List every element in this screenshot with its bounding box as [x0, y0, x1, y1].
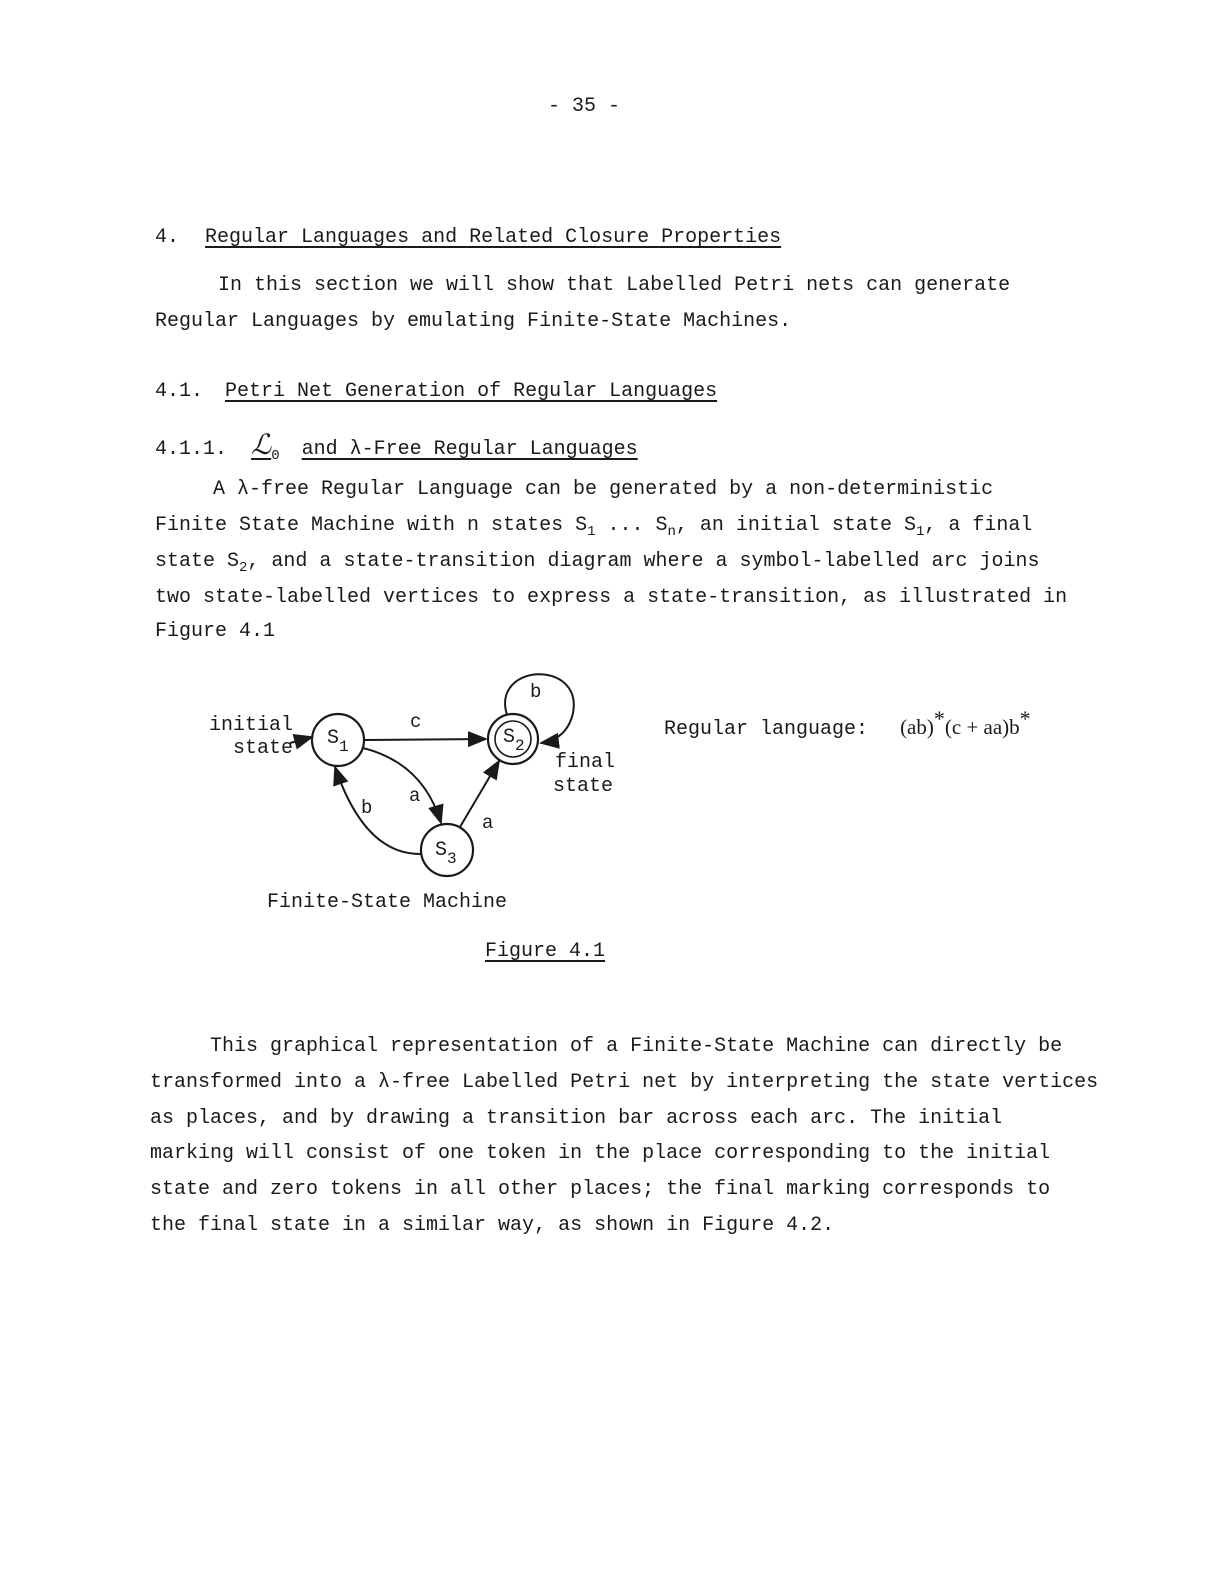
arc-s1-s2-label: c	[410, 711, 422, 733]
regular-language-expression: (ab)*(c + aa)b*	[900, 706, 1031, 739]
arc-s1-s3-label: a	[409, 785, 421, 807]
figure-label: Figure 4.1	[485, 940, 606, 963]
regular-language-label: Regular language:	[664, 718, 869, 741]
intro-line-1: In this section we will show that Labelled Petri nets can generate	[218, 274, 1011, 297]
arc-s1-s3	[363, 748, 441, 823]
para2-line-5: state and zero tokens in all other places; the final marking corresponds to	[150, 1178, 1051, 1201]
para1-line-2: Finite State Machine with n states $S_1$ ... $S_n$, an initial state $S_1$, a final	[155, 514, 1033, 540]
para1-line-4: two state-labelled vertices to express a state-transition, as illustrated in	[155, 586, 1068, 609]
script-l-symbol: ℒ	[251, 430, 272, 461]
para1-line-1: A λ-free Regular Language can be generated by a non-deterministic	[213, 478, 994, 501]
para2-line-6: the final state in a similar way, as shown in Figure 4.2.	[150, 1214, 835, 1237]
initial-label-1: initial	[209, 714, 294, 737]
subsubsection-heading	[155, 428, 638, 464]
para2-line-3: as places, and by drawing a transition bar across each arc. The initial	[150, 1107, 1003, 1130]
subsubsection-number: 4.1.1.	[155, 438, 228, 461]
section-number: 4.	[155, 226, 180, 249]
section-title: Regular Languages and Related Closure Properties	[205, 226, 782, 249]
subsection-heading	[155, 380, 717, 403]
arc-s3-s2-label: a	[482, 812, 494, 834]
arc-s1-s2	[365, 739, 486, 740]
arc-s3-s1	[335, 767, 421, 854]
initial-label-2: state	[233, 737, 294, 760]
page-number: - 35 -	[548, 95, 621, 118]
arc-s3-s1-label: b	[361, 797, 373, 819]
state-s2-label: $S_2$	[503, 726, 525, 755]
initial-arrow	[290, 737, 312, 743]
subsection-number: 4.1.	[155, 380, 204, 403]
intro-line-2: Regular Languages by emulating Finite-State Machines.	[155, 310, 792, 333]
final-label-2: state	[553, 775, 614, 798]
finite-state-machine-diagram	[195, 655, 635, 925]
para2-line-1: This graphical representation of a Finite-State Machine can directly be	[210, 1035, 1063, 1058]
para2-line-2: transformed into a λ-free Labelled Petri net by interpreting the state vertices	[150, 1071, 1099, 1094]
para1-line-5: Figure 4.1	[155, 620, 276, 643]
subsection-title: Petri Net Generation of Regular Languages	[225, 380, 718, 403]
diagram-caption: Finite-State Machine	[267, 891, 508, 914]
final-label-1: final	[555, 751, 616, 774]
section-heading	[155, 226, 781, 249]
state-s1-label: $S_1$	[327, 727, 349, 756]
subsubsection-title: and λ-Free Regular Languages	[301, 438, 638, 461]
para1-line-3: state $S_2$, and a state-transition diagram where a symbol-labelled arc joins	[155, 550, 1040, 576]
arc-s2-loop-label: b	[530, 681, 542, 703]
symbol-subscript: 0	[271, 448, 280, 464]
para2-line-4: marking will consist of one token in the place corresponding to the initial	[150, 1142, 1051, 1165]
regular-language	[664, 706, 1031, 741]
state-s3-label: $S_3$	[435, 839, 457, 868]
